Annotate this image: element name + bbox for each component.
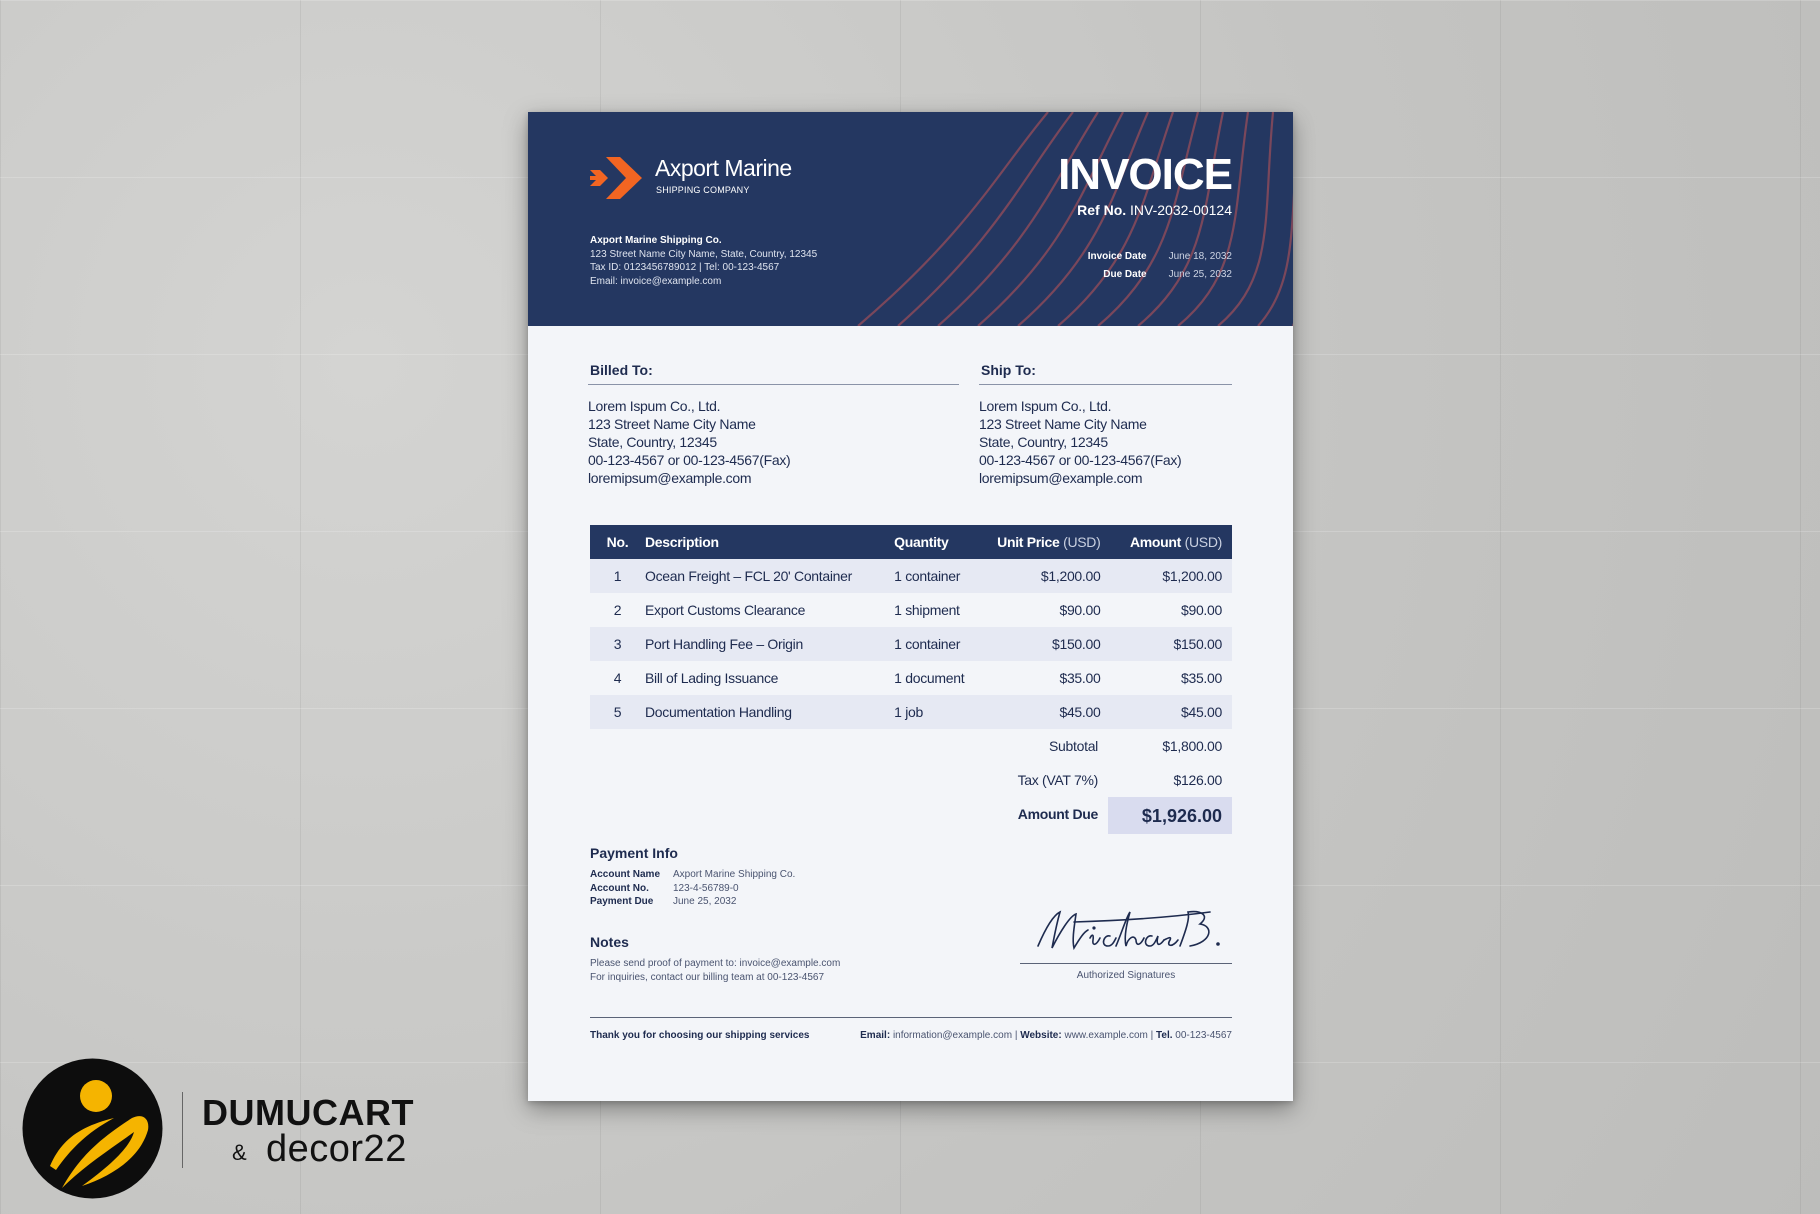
footer-contact [860,1030,1232,1041]
brand-logo-icon [22,1058,163,1199]
row-unit-price: $150.00 [980,627,1112,661]
ship-to-line: Lorem Ispum Co., Ltd. [979,398,1112,414]
footer-email: information@example.com [892,1030,1013,1041]
header-amount-label: Amount [1129,534,1182,550]
company-address: 123 Street Name City Name, State, Country, 12345 [590,248,818,260]
row-quantity: 1 container [894,627,980,661]
table-row [590,593,1232,627]
billed-to-line: Lorem Ispum Co., Ltd. [588,398,721,414]
row-unit-price: $1,200.00 [980,559,1112,593]
footer-separator: | [1150,1030,1154,1041]
account-name-value: Axport Marine Shipping Co. [673,869,796,880]
row-quantity: 1 container [894,559,980,593]
footer-tel: 00-123-4567 [1175,1030,1232,1041]
header-unit-price-label: Unit Price [997,534,1060,550]
brand-subname: decor22 [266,1128,407,1170]
subtotal-value: $1,800.00 [1162,738,1222,754]
table-row [590,695,1232,729]
billed-to-line: 00-123-4567 or 00-123-4567(Fax) [588,452,791,468]
row-description: Documentation Handling [645,695,894,729]
row-no: 5 [590,695,645,729]
company-legal-name: Axport Marine Shipping Co. [590,235,722,246]
row-description: Bill of Lading Issuance [644,670,779,686]
ship-to-block [979,362,1232,487]
company-logo-icon [590,157,642,199]
ref-label: Ref No. [1077,202,1127,218]
amount-due-value: $1,926.00 [1141,806,1222,826]
brand-ampersand: & [232,1140,247,1165]
ship-to-title: Ship To: [979,362,1232,385]
billed-to-block [588,362,959,487]
payment-due-value: June 25, 2032 [673,896,737,907]
header-amount [1112,525,1232,559]
company-tagline: SHIPPING COMPANY [656,185,750,195]
header-wave-pattern [528,112,1293,326]
header-no: No. [590,525,645,559]
payment-info-title: Payment Info [590,845,678,861]
table-row [590,627,1232,661]
company-name: Axport Marine [655,155,792,181]
row-no: 2 [613,602,622,618]
billed-to-address [588,397,959,487]
row-quantity: 1 document [894,670,965,686]
header-unit-price [980,525,1112,559]
row-amount: $150.00 [1112,627,1232,661]
footer-website: www.example.com [1064,1030,1148,1041]
account-no-label: Account No. [590,882,649,894]
company-email: Email: invoice@example.com [590,275,722,287]
footer-thanks: Thank you for choosing our shipping services [590,1030,810,1041]
notes-title: Notes [590,934,629,950]
invoice-dates [1088,251,1232,287]
row-description: Port Handling Fee – Origin [645,627,894,661]
company-info [590,234,817,288]
signature-line [1020,963,1232,964]
line-items-table [590,525,1232,729]
row-amount: $90.00 [1180,602,1222,618]
table-row [590,559,1232,593]
notes-text [590,957,840,984]
footer-website-label: Website: [1020,1030,1062,1041]
handwritten-signature [1030,902,1230,962]
billed-to-line: State, Country, 12345 [588,434,717,450]
notes-line: For inquiries, contact our billing team at 00-123-4567 [590,971,825,983]
billed-to-line: loremipsum@example.com [588,470,752,486]
payment-due-label: Payment Due [590,896,654,907]
amount-due-box [1108,797,1232,834]
invoice-header [528,112,1293,326]
invoice-date-label: Invoice Date [1087,251,1147,262]
row-no: 1 [590,559,645,593]
notes-line: Please send proof of payment to: invoice@example.com [590,958,841,969]
invoice-title: INVOICE [1058,150,1232,199]
row-quantity: 1 shipment [894,602,960,618]
ship-to-address [979,397,1232,487]
account-name-label: Account Name [590,869,661,880]
row-no: 4 [613,670,622,686]
ship-to-line: 123 Street Name City Name [979,416,1147,432]
invoice-date-value: June 18, 2032 [1168,251,1232,262]
header-amount-unit: (USD) [1184,534,1222,550]
table-header-row [590,525,1232,559]
row-unit-price: $90.00 [1059,602,1101,618]
signature-label: Authorized Signatures [1076,970,1176,981]
ref-value: INV-2032-00124 [1130,202,1232,218]
footer-separator: | [1014,1030,1018,1041]
invoice-ref [1077,202,1232,218]
footer-tel-label: Tel. [1156,1030,1173,1041]
table-row [590,661,1232,695]
header-description: Description [645,525,894,559]
account-no-value: 123-4-56789-0 [673,882,739,894]
due-date-label: Due Date [1103,269,1147,280]
row-unit-price: $35.00 [1059,670,1101,686]
row-description: Export Customs Clearance [644,602,806,618]
amount-due-label: Amount Due [1017,806,1098,822]
header-unit-price-unit: (USD) [1063,534,1101,550]
watermark-brand [22,1058,422,1201]
footer-email-label: Email: [860,1030,891,1041]
ship-to-line: loremipsum@example.com [979,470,1143,486]
footer-divider [590,1017,1232,1018]
due-date-value: June 25, 2032 [1168,269,1232,280]
ship-to-line: State, Country, 12345 [979,434,1108,450]
ship-to-line: 00-123-4567 or 00-123-4567(Fax) [979,452,1182,468]
billed-to-title: Billed To: [588,362,959,385]
subtotal-label: Subtotal [1049,738,1098,754]
row-amount: $35.00 [1180,670,1222,686]
row-no: 3 [590,627,645,661]
brand-name: DUMUCART [202,1092,414,1133]
row-description: Ocean Freight – FCL 20' Container [645,559,894,593]
brand-divider [182,1092,183,1168]
payment-info [590,868,795,909]
tax-value: $126.00 [1173,772,1222,788]
company-tax-tel: Tax ID: 0123456789012 | Tel: 00-123-4567 [590,262,780,273]
tax-label: Tax (VAT 7%) [1017,772,1098,788]
row-unit-price: $45.00 [980,695,1112,729]
billed-to-line: 123 Street Name City Name [588,416,756,432]
row-amount: $45.00 [1112,695,1232,729]
row-amount: $1,200.00 [1112,559,1232,593]
header-quantity: Quantity [894,525,980,559]
row-quantity: 1 job [894,695,980,729]
invoice-document [528,112,1293,1101]
